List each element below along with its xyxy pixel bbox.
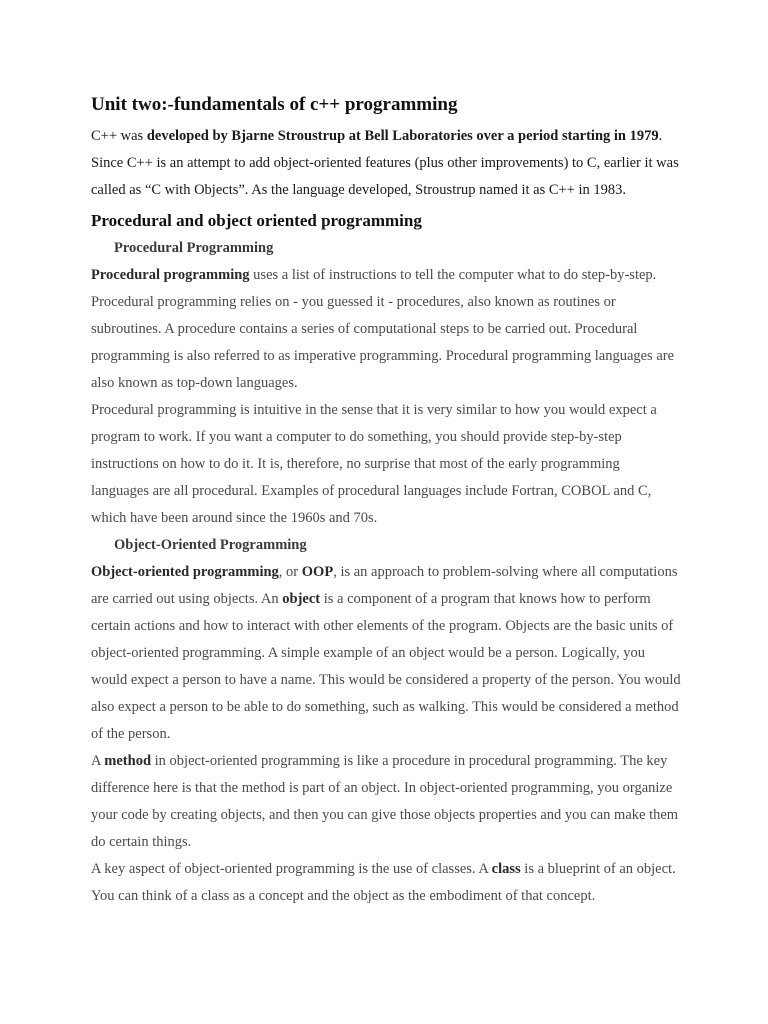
- class-text-1: A key aspect of object-oriented programming is the use of classes. A: [91, 861, 492, 877]
- intro-paragraph: [91, 123, 681, 204]
- oop-text-1: , or: [278, 564, 302, 580]
- oop-paragraph-3: [91, 856, 681, 910]
- oop-paragraph-1: [91, 559, 681, 748]
- oop-paragraph-2: [91, 748, 681, 856]
- oop-acronym: OOP: [301, 564, 334, 580]
- procedural-paragraph-2: Procedural programming is intuitive in the sense that it is very similar to how you would expect a program to work. If you want a computer to do something, you should provide step-by-step instructions on how to do it. It is, therefore, no surprise that most of the early programming languages are all procedural. Examples of procedural languages include Fortran, COBOL and C, which have been around since the 1960s and 70s.: [91, 402, 657, 526]
- method-term: method: [104, 753, 152, 769]
- intro-text-1: C++ was: [91, 128, 147, 144]
- method-text-1: A: [91, 753, 105, 769]
- page-title: Unit two:-fundamentals of c++ programming: [91, 94, 458, 115]
- procedural-text-1: uses a list of instructions to tell the computer what to do step-by-step. Procedural programming relies on - you guessed it - procedures, also known as routines or subroutines. A procedure contains a series of computational steps to be carried out. Procedural programming is also referred to as imperative programming. Procedural programming languages are also known as top-down languages.: [91, 267, 675, 391]
- document-page: [91, 91, 681, 910]
- procedural-term: Procedural programming: [91, 267, 250, 283]
- method-text-2: in object-oriented programming is like a procedure in procedural programming. The key difference here is that the method is part of an object. In object-oriented programming, you organize your code by creating objects, and then you can give those objects properties and you can make them do certain things.: [91, 753, 679, 850]
- class-term: class: [491, 861, 521, 877]
- procedural-paragraph-1: [91, 262, 681, 397]
- section-heading: Procedural and object oriented programming: [91, 211, 422, 230]
- procedural-heading: Procedural Programming: [114, 240, 274, 256]
- oop-heading: Object-Oriented Programming: [114, 537, 307, 553]
- oop-term: Object-oriented programming: [91, 564, 279, 580]
- class-text-2: is a blueprint of an object. You can think of a class as a concept and the object as the embodiment of that concept.: [91, 861, 676, 904]
- object-term: object: [282, 591, 321, 607]
- oop-text-2: , is an approach to problem-solving where all computations are carried out using objects. An: [91, 564, 678, 607]
- intro-text-2: . Since C++ is an attempt to add object-oriented features (plus other improvements) to C, earlier it was called as “C with Objects”. As the language developed, Stroustrup named it as C++ in 1983.: [91, 128, 679, 198]
- oop-text-3: is a component of a program that knows how to perform certain actions and how to interact with other elements of the program. Objects are the basic units of object-oriented programming. A simple example of an object would be a person. Logically, you would expect a person to have a name. This would be considered a property of the person. You would also expect a person to be able to do something, such as walking. This would be considered a method of the person.: [91, 591, 681, 742]
- intro-bold-1: developed by Bjarne Stroustrup at Bell Laboratories over a period starting in 1979: [146, 128, 659, 144]
